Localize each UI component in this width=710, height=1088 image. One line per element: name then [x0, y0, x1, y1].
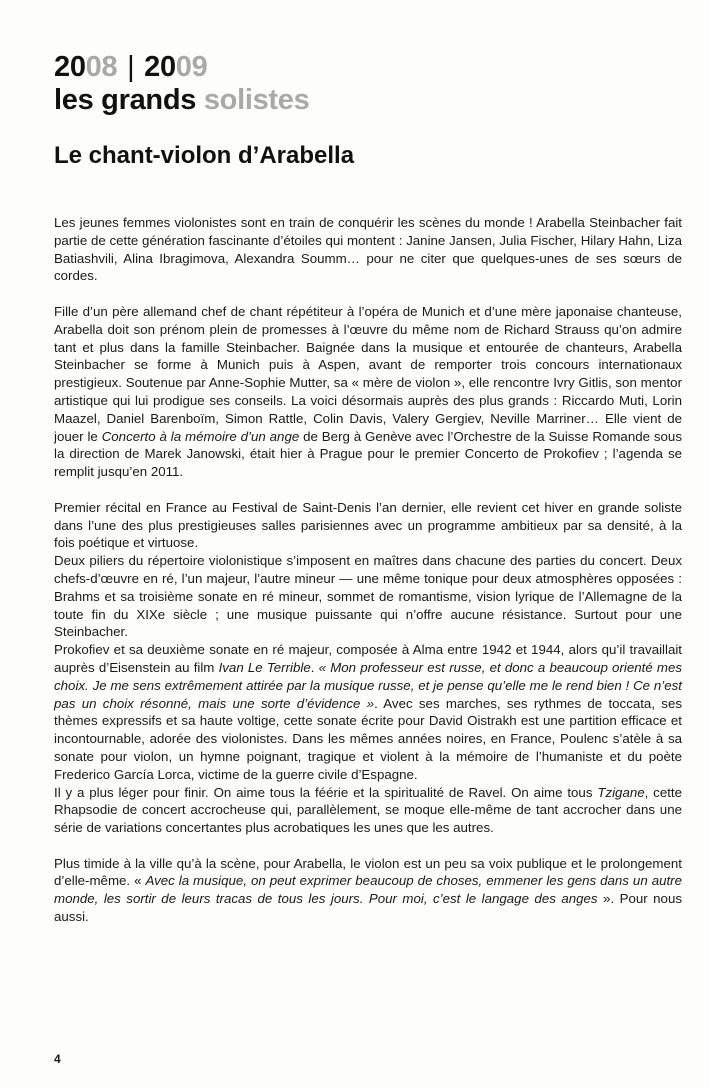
italic-text-run: Concerto à la mémoire d’un ange — [101, 428, 300, 444]
article-paragraph — [54, 499, 682, 552]
text-run: , cette Rhapsodie de concert accrocheuse qui, parallèlement, se moque elle-même de tant accrocher dans une série de variations concertantes plus acrobatiques les unes que les autres. — [54, 784, 683, 836]
text-run: . Avec ses marches, ses rythmes de toccata, ses thèmes expressifs et sa haute voltige, cette sonate écrite pour David Oistrakh est une partition efficace et incontournable, adorée des violonistes. Dans les mêmes années noires, en France, Poulenc s’atèle à sa sonate pour violon, un hymne poignant, tragique et violent à la mémoire de l’humaniste et du poète Frederico García Lorca, victime de la guerre civile d’Espagne. — [54, 695, 682, 782]
article-paragraph — [54, 641, 682, 783]
article-body — [54, 214, 682, 926]
series-heading — [54, 84, 309, 116]
page-number: 4 — [54, 1052, 61, 1066]
season-separator: | — [127, 51, 135, 83]
italic-text-run: « Mon professeur est russe, et donc a beaucoup orienté mes choix. Je me sens extrêmement attirée par la musique russe, et je pense qu’elle me le rend bien ! Ce n’est pas un choix résonné, mais une sorte d’évidence » — [54, 659, 683, 711]
text-run: Prokofiev et sa deuxième sonate en ré majeur, composée à Alma entre 1942 et 1944, alors qu’il travaillait auprès d’Eisenstein au film — [54, 642, 682, 675]
text-run: Les jeunes femmes violonistes sont en train de conquérir les scènes du monde ! Arabella Steinbacher fait partie de cette génération fascinante d’étoiles qui montent : Janine Jansen, Julia Fischer, Hilary Hahn, Liza Batiashvili, Alina Ibragimova, Alexandra Soumm… pour ne citer que quelques-unes de ses sœurs de cordes. — [54, 215, 682, 284]
season-end-suffix: 09 — [175, 51, 208, 83]
season-heading — [54, 52, 207, 82]
series-name-grey: solistes — [203, 84, 310, 116]
text-run: . — [310, 659, 319, 675]
series-name-dark: les grands — [54, 84, 197, 116]
text-run: Fille d’un père allemand chef de chant répétiteur à l’opéra de Munich et d’une mère japonaise chanteuse, Arabella doit son prénom plein de promesses à l’œuvre du même nom de Richard Strauss qu’on admire tant et plus dans la famille Steinbacher. Baignée dans la musique et entourée de chanteurs, Arabella Steinbacher se forme à Munich puis à Aspen, avant de remporter trois concours internationaux prestigieux. Soutenue par Anne-Sophie Mutter, sa « mère de violon », elle rencontre Ivry Gitlis, son mentor artistique qui lui prodigue ses conseils. La voici désormais auprès des plus grands : Riccardo Muti, Lorin Maazel, Daniel Barenboïm, Simon Rattle, Colin Davis, Valery Gergiev, Neville Marriner… Elle vient de jouer le — [54, 303, 682, 444]
italic-text-run: Avec la musique, on peut exprimer beaucoup de choses, emmener les gens dans un autre monde, les sortir de leurs tracas de tous les jours. Pour moi, c’est le langage des anges — [54, 873, 682, 907]
italic-text-run: Ivan Le Terrible — [218, 659, 311, 675]
text-run: Deux piliers du répertoire violonistique s’imposent en maîtres dans chacune des parties du concert. Deux chefs-d’œuvre en ré, l’un majeur, l’autre mineur — une même tonique pour deux atmosphères opposées : Brahms et sa troisième sonate en ré mineur, sommet de romantisme, vision lyrique de l’Allemagne de la toute fin du XIXe siècle ; une musique puissante qui n’offre aucune résistance. Surtout pour une Steinbacher. — [54, 553, 682, 640]
article-paragraph — [54, 214, 682, 285]
article-paragraph — [54, 784, 682, 837]
season-start-prefix: 20 — [54, 51, 86, 83]
text-run: de Berg à Genève avec l’Orchestre de la Suisse Romande sous la direction de Marek Janowski, était hier à Prague pour le premier Concerto de Prokofiev ; l’agenda se remplit jusqu’en 2011. — [54, 428, 682, 480]
article-paragraph — [54, 855, 682, 926]
text-run: Premier récital en France au Festival de Saint-Denis l’an dernier, elle revient cet hiver en grande soliste dans l’une des plus prestigieuses salles parisiennes avec un programme ambitieux par sa densité, à la fois poétique et virtuose. — [54, 499, 682, 551]
season-end-prefix: 20 — [144, 51, 176, 83]
article-paragraph — [54, 303, 682, 481]
article-title: Le chant-violon d’Arabella — [54, 142, 355, 169]
text-run: ». Pour nous aussi. — [54, 891, 683, 925]
italic-text-run: Tzigane — [597, 784, 645, 800]
season-start-suffix: 08 — [85, 51, 118, 83]
text-run: Il y a plus léger pour finir. On aime tous la féérie et la spiritualité de Ravel. On aime tous — [54, 784, 598, 800]
text-run: Plus timide à la ville qu’à la scène, pour Arabella, le violon est un peu sa voix publique et le prolongement d’elle-même. « — [54, 855, 682, 889]
article-paragraph — [54, 552, 682, 641]
